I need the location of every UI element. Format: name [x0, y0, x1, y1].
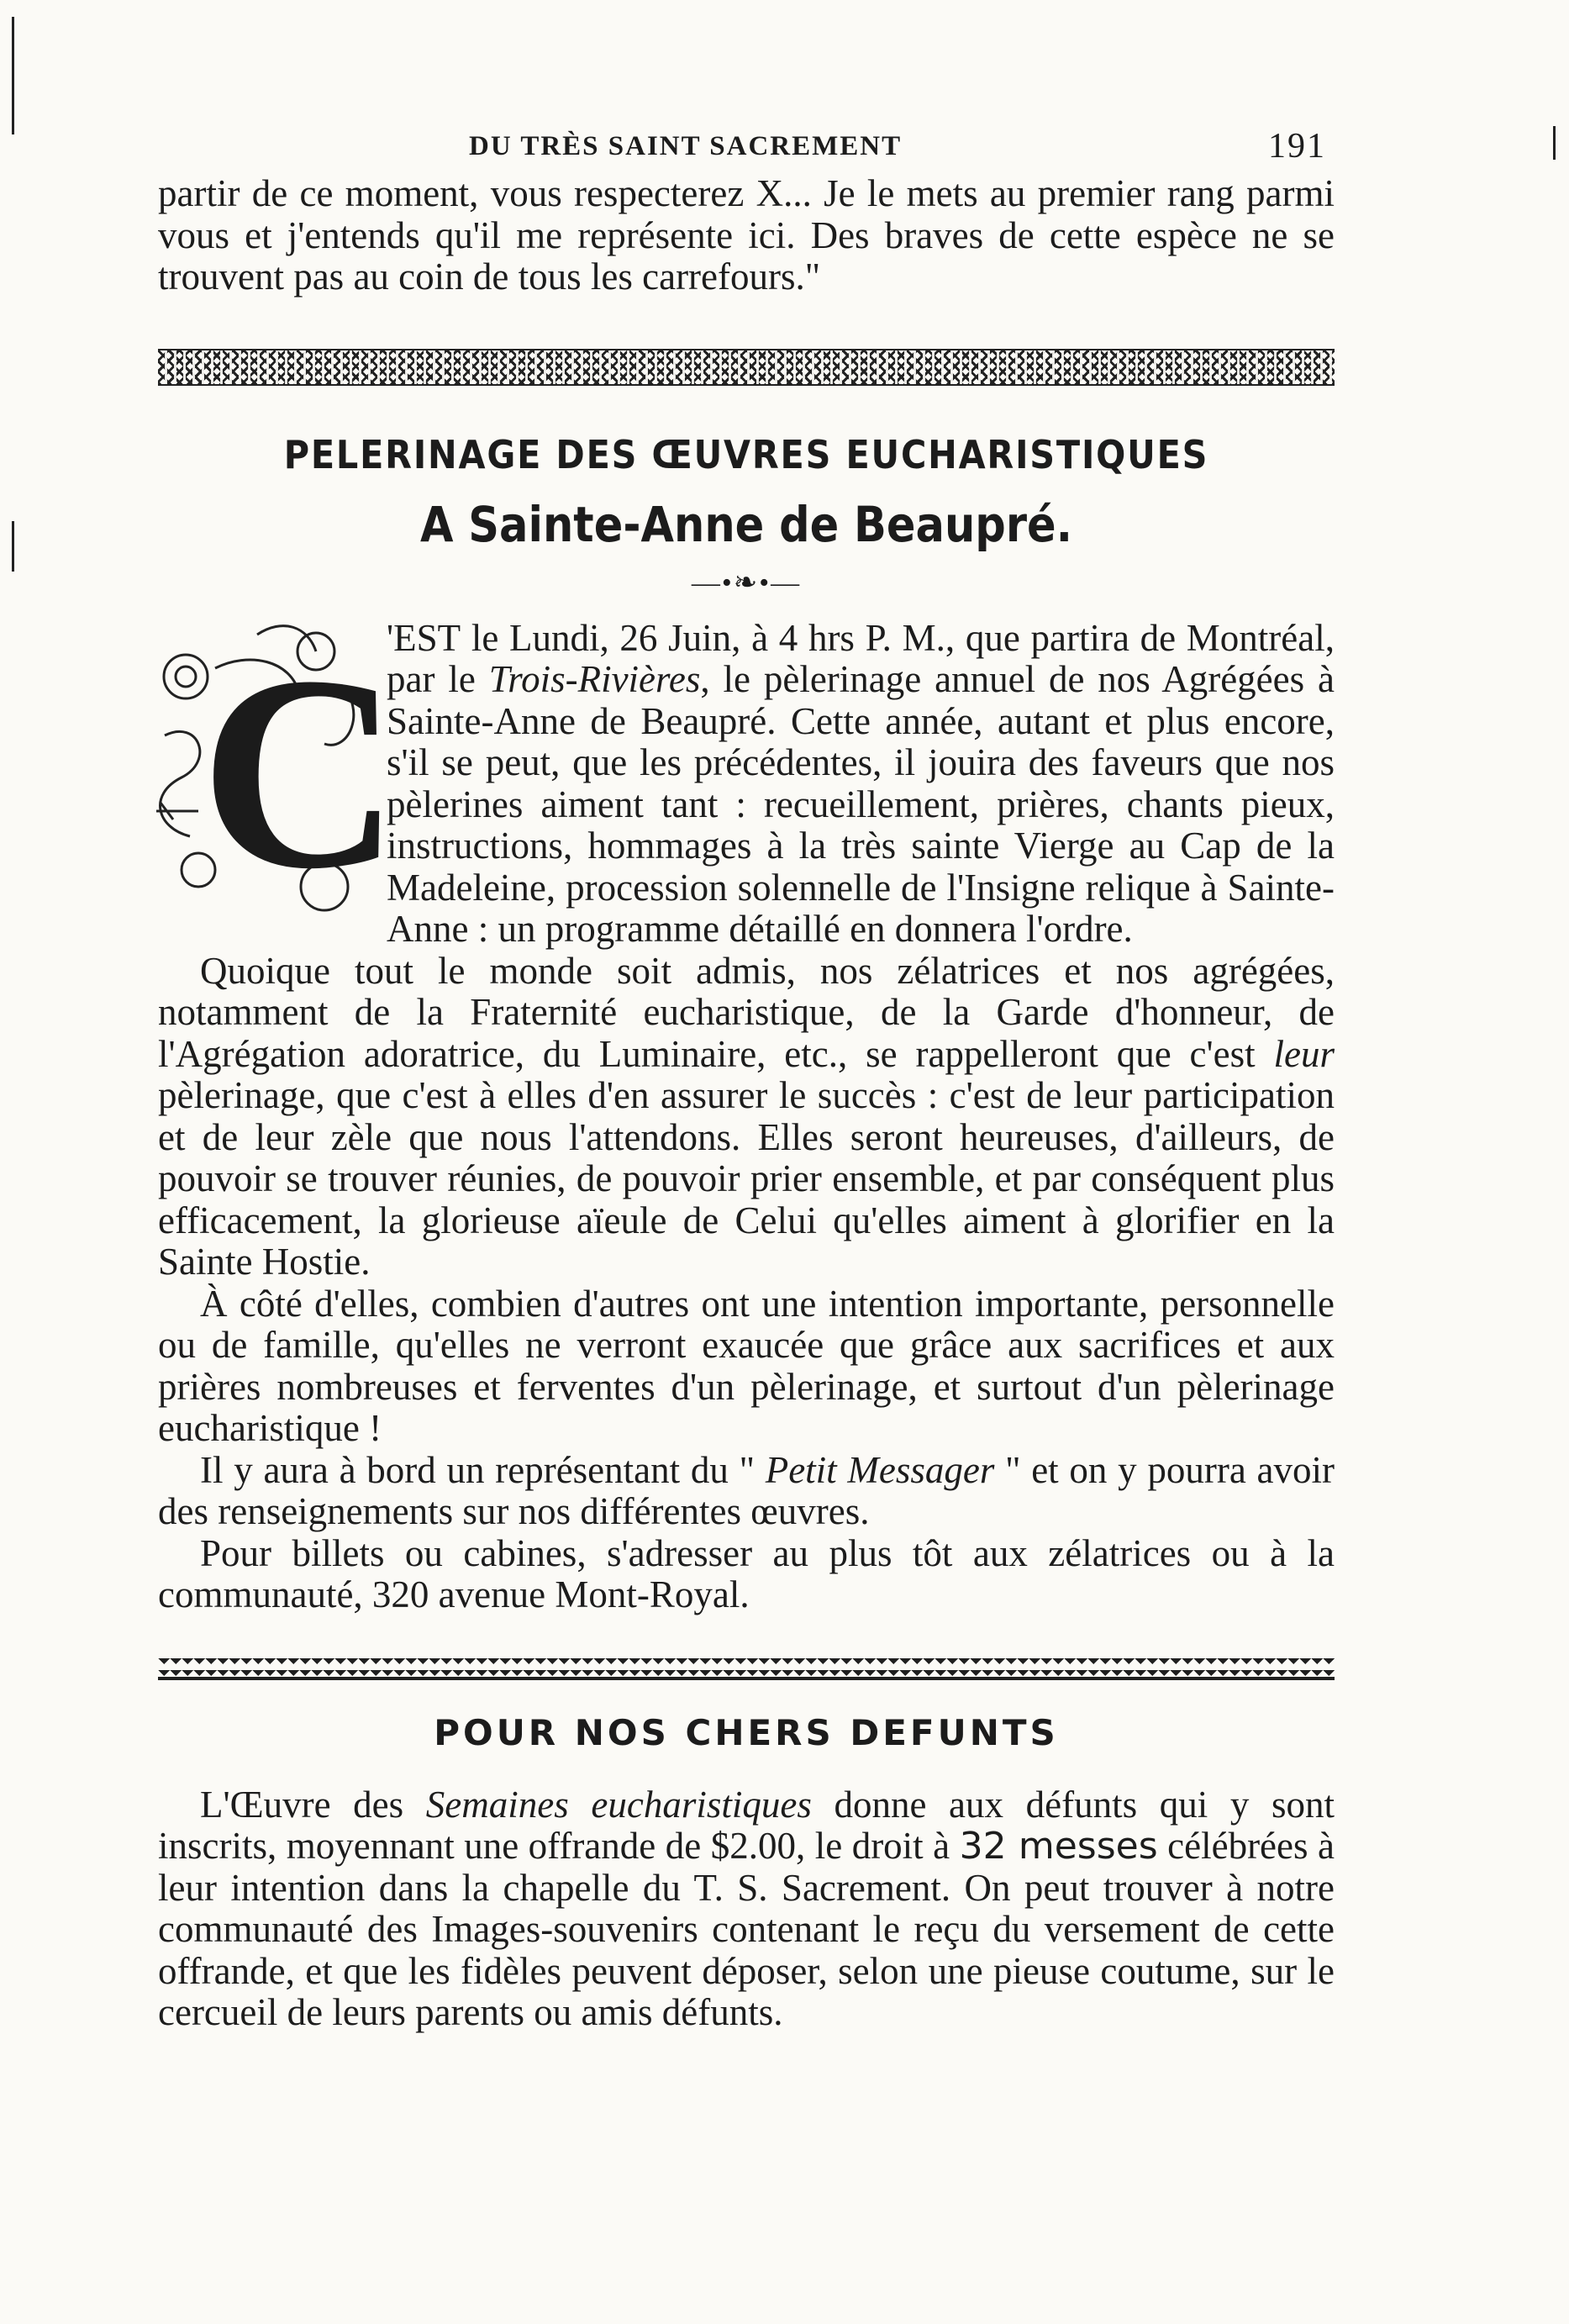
- s-text-b: donne aux défunts qui y sont inscrits, moyennant une offrande de $2.00, le droit à: [158, 1783, 1335, 1867]
- margin-mark-right: [1553, 126, 1556, 160]
- p2-emphasis: leur: [1273, 1032, 1335, 1075]
- article-paragraph-4: [158, 1450, 1335, 1533]
- margin-mark-left-2: [12, 521, 14, 572]
- p2-text-a: Quoique tout le monde soit admis, nos zélatrices et nos agrégées, notamment de la Fraternité eucharistique, de la Garde d'honneur, de l'Agrégation adoratrice, du Luminaire, etc., se rappelleront que c'est: [158, 949, 1335, 1075]
- title-flourish: —•❧•—: [691, 567, 802, 598]
- article-paragraph-5: Pour billets ou cabines, s'adresser au plus tôt aux zélatrices ou à la communauté, 320 avenue Mont-Royal.: [158, 1531, 1335, 1615]
- article-title-line-1: PELERINAGE DES ŒUVRES EUCHARISTIQUES: [283, 431, 1209, 477]
- section-paragraph-1: [158, 1784, 1335, 2034]
- ornamental-dropcap: [148, 618, 401, 937]
- triangle-divider: [158, 1658, 1335, 1680]
- article-paragraph-2: [158, 951, 1335, 1283]
- publication-name: Petit Messager: [765, 1448, 995, 1491]
- page-number: 191: [1268, 127, 1326, 166]
- section-title: POUR NOS CHERS DEFUNTS: [434, 1711, 1059, 1753]
- p4-text-a: Il y aura à bord un représentant du ": [200, 1448, 766, 1491]
- p4-text-b: " et on y pourra avoir des renseignements sur nos différentes œuvres.: [158, 1448, 1335, 1532]
- article-paragraph-3: À côté d'elles, combien d'autres ont une intention importante, personnelle ou de famille, qu'elles ne verront exaucée que grâce aux sacrifices et aux prières nombreuses et ferventes d'un pèlerinage, et surtout d'un pèlerinage eucharistique !: [158, 1282, 1335, 1449]
- running-head-title: DU TRÈS SAINT SACREMENT: [469, 131, 903, 161]
- s-text-c: célébrées à leur intention dans la chapelle du T. S. Sacrement. On peut trouver à notre communauté des Images-souvenirs contenant le reçu du versement de cette offrande, et que les fidèles peuvent déposer, selon une pieuse coutume, sur le cercueil de leurs parents ou amis défunts.: [158, 1825, 1335, 2033]
- margin-mark-left: [12, 17, 14, 134]
- ship-name: Trois-Rivières: [488, 658, 701, 700]
- p1-text-b: , le pèlerinage annuel de nos Agrégées à Sainte-Anne de Beaupré. Cette année, autant et plus encore, s'il se peut, que les précédentes, il jouira des faveurs que nos pèlerines aiment tant : recueillement, prières, chants pieux, instructions, hommages à la très sainte Vierge au Cap de la Madeleine, procession solennelle de l'Insigne relique à Sainte-Anne : un programme détaillé en donnera l'ordre.: [387, 658, 1335, 950]
- article-title-line-2: A Sainte-Anne de Beaupré.: [420, 495, 1072, 553]
- p1-text-a: le Lundi, 26 Juin, à 4 hrs P. M., que partira de Montréal, par le: [387, 616, 1335, 700]
- article-body: [158, 618, 1335, 1616]
- section-body: [158, 1784, 1335, 2034]
- p2-text-b: pèlerinage, que c'est à elles d'en assurer le succès : c'est de leur participation et de leur zèle que nous l'attendons. Elles seront heureuses, d'ailleurs, de pouvoir se trouver réunies, de pouvoir prier ensemble, et par conséquent plus efficacement, la glorieuse aïeule de Celui qu'elles aiment à glorifier en la Sainte Hostie.: [158, 1074, 1335, 1283]
- continuation-paragraph: [158, 173, 1335, 298]
- ornamental-divider: [158, 349, 1335, 386]
- page: [158, 126, 1335, 2034]
- s-text-a: L'Œuvre des: [200, 1783, 426, 1826]
- dropcap-lead-word: 'EST: [387, 616, 461, 659]
- continuation-text: partir de ce moment, vous respecterez X... Je le mets au premier rang parmi vous et j'entends qu'il me représente ici. Des braves de cette espèce ne se trouvent pas au coin de tous les carrefours.": [158, 172, 1335, 298]
- work-name: Semaines eucharistiques: [425, 1783, 812, 1826]
- mass-count: 32 messes: [959, 1825, 1158, 1868]
- dropcap-letter: C: [200, 619, 401, 926]
- running-head: [158, 126, 1335, 173]
